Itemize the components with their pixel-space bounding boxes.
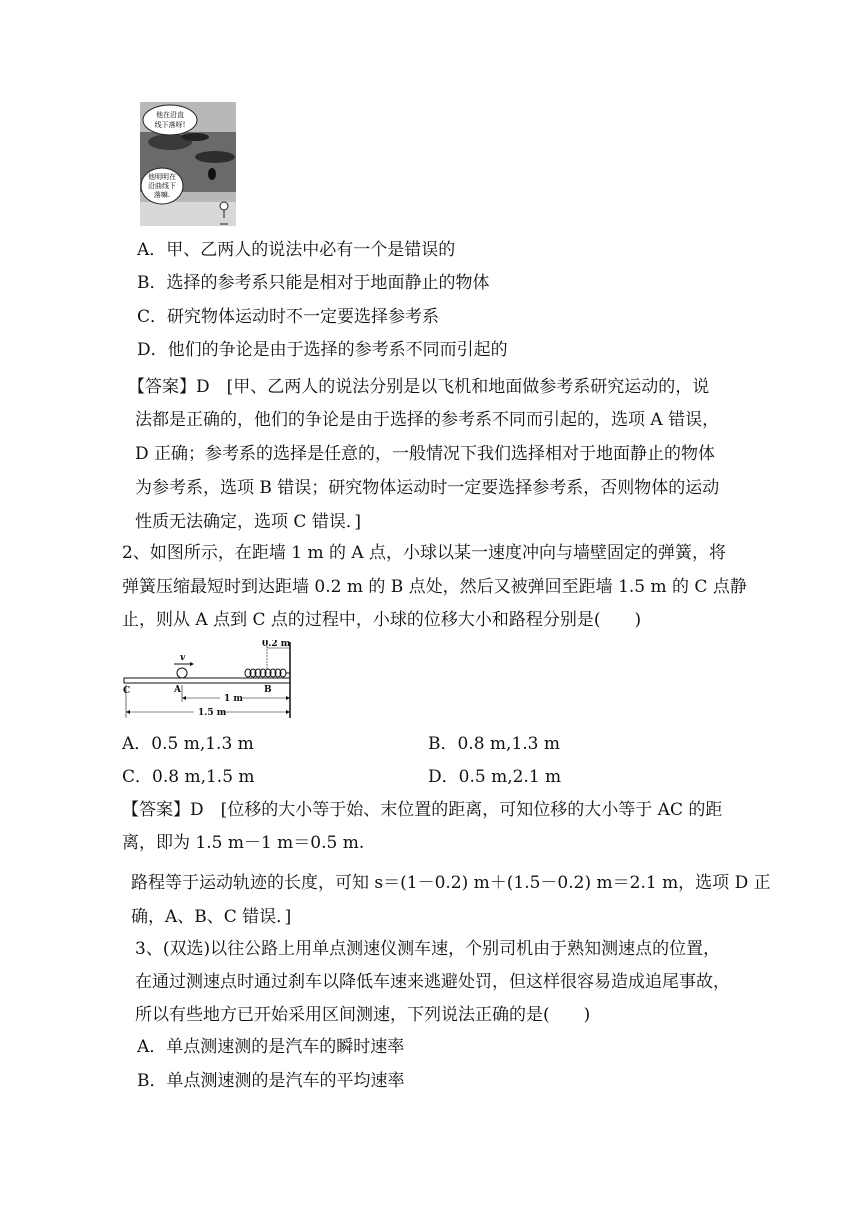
label-c: C <box>123 686 131 696</box>
label-1.5m: 1.5 m <box>198 708 227 718</box>
q2-question-line: 弹簧压缩最短时到达距墙 0.2 m 的 B 点处，然后又被弹回至距墙 1.5 m 的 C 点静 <box>122 577 747 597</box>
q2-option-b: B．0.8 m,1.3 m <box>428 734 561 754</box>
q1-option-a: A．甲、乙两人的说法中必有一个是错误的 <box>137 240 456 260</box>
label-a: A <box>174 685 181 695</box>
cartoon-illustration <box>140 102 236 226</box>
q3-question-line: 在通过测速点时通过刹车以降低车速来逃避处罚，但这样很容易造成追尾事故， <box>135 972 730 992</box>
q1-option-c: C．研究物体运动时不一定要选择参考系 <box>137 307 440 327</box>
ball-icon <box>177 668 187 678</box>
label-v: v <box>180 653 186 663</box>
q1-answer-line: D 正确；参考系的选择是任意的，一般情况下我们选择相对于地面静止的物体 <box>135 444 716 464</box>
q2-option-c: C．0.8 m,1.5 m <box>122 767 255 787</box>
q2-option-d: D．0.5 m,2.1 m <box>428 767 562 787</box>
bubble-bottom-line1: 他明明在 <box>148 173 176 181</box>
q2-question-line: 2、如图所示，在距墙 1 m 的 A 点，小球以某一速度冲向与墙壁固定的弹簧，将 <box>122 543 727 563</box>
q1-option-b: B．选择的参考系只能是相对于地面静止的物体 <box>137 273 490 293</box>
q1-answer-line: 为参考系，选项 B 错误；研究物体运动时一定要选择参考系，否则物体的运动 <box>135 478 720 498</box>
q1-answer-line: 法都是正确的，他们的争论是由于选择的参考系不同而引起的，选项 A 错误， <box>135 410 720 430</box>
q1-answer-line: 性质无法确定，选项 C 错误．] <box>135 512 361 532</box>
cartoon-scene <box>140 102 236 226</box>
q2-option-a: A．0.5 m,1.3 m <box>122 734 254 754</box>
label-0.2m: 0.2 m <box>262 640 291 649</box>
q3-question-line: 3、(双选)以往公路上用单点测速仪测车速，个别司机由于熟知测速点的位置， <box>135 939 721 959</box>
q2-question-line: 止，则从 A 点到 C 点的过程中，小球的位移大小和路程分别是( ) <box>122 610 642 630</box>
bubble-top-line2: 线下落呀! <box>154 121 186 129</box>
q2-answer-line: 【答案】D [位移的大小等于始、末位置的距离，可知位移的大小等于 AC 的距 <box>122 800 723 820</box>
q3-question-line: 所以有些地方已开始采用区间测速，下列说法正确的是( ) <box>135 1005 591 1025</box>
q3-option-a: A．单点测速测的是汽车的瞬时速率 <box>137 1037 405 1057</box>
falling-object-icon <box>208 168 216 180</box>
ground-bar <box>124 678 290 683</box>
q3-option-b: B．单点测速测的是汽车的平均速率 <box>137 1071 405 1091</box>
bubble-bottom-line2: 沿曲线下 <box>148 182 176 190</box>
bubble-bottom-line3: 落嘛. <box>153 191 171 199</box>
label-1m: 1 m <box>224 694 243 704</box>
spring-wall-figure <box>122 640 297 720</box>
q2-answer-line: 离，即为 1.5 m－1 m＝0.5 m. <box>122 833 365 853</box>
spring-icon <box>245 669 290 677</box>
q1-answer-line: 【答案】D [甲、乙两人的说法分别是以飞机和地面做参考系研究运动的，说 <box>128 377 710 397</box>
q2-answer-line: 确，A、B、C 错误．] <box>131 907 292 927</box>
label-b: B <box>264 685 272 695</box>
q1-option-d: D．他们的争论是由于选择的参考系不同而引起的 <box>137 340 508 360</box>
bubble-top-line1: 他在沿直 <box>156 111 184 119</box>
q2-answer-line: 路程等于运动轨迹的长度，可知 s＝(1－0.2) m＋(1.5－0.2) m＝2.1 m，选项 D 正 <box>131 873 771 893</box>
